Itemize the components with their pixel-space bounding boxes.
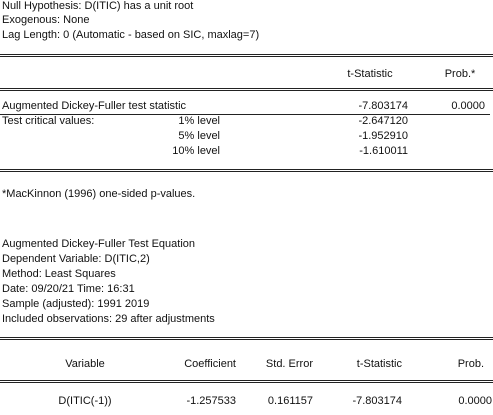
table-top-rule [0,54,493,55]
footnote: *MacKinnon (1996) one-sided p-values. [2,188,196,200]
critical-value-5: -1.952910 [358,130,408,142]
header-rule [0,88,493,89]
coef-header-rule-2 [0,382,493,383]
header-prob: Prob.* [444,68,476,80]
coef-row-variable: D(ITIC(-1)) [58,395,112,407]
header-t-statistic: t-Statistic [347,68,393,80]
null-hypothesis: Null Hypothesis: D(ITIC) has a unit root [2,0,194,12]
observations: Included observations: 29 after adjustments [2,313,215,325]
lag-length: Lag Length: 0 (Automatic - based on SIC, maxlag=7) [2,29,260,41]
header-rule-2 [0,90,493,91]
coef-header-prob: Prob. [457,358,484,370]
table-bottom-rule-2 [0,171,493,172]
critical-level-1: 1% level [178,115,220,127]
coef-header-t-statistic: t-Statistic [356,358,402,370]
critical-value-1: -2.647120 [358,115,408,127]
adf-prob: 0.0000 [451,100,485,112]
coef-top-rule-2 [0,339,493,340]
coef-row-std-error: 0.161157 [267,395,313,407]
coef-header-coefficient: Coefficient [184,358,236,370]
critical-level-5: 5% level [178,130,220,142]
coef-row-prob: 0.0000 [458,395,492,407]
dependent-variable: Dependent Variable: D(ITIC,2) [2,253,150,265]
coef-row-t-statistic: -7.803174 [352,395,402,407]
critical-value-10: -1.610011 [359,145,408,157]
coef-header-rule [0,380,493,381]
coef-top-rule [0,337,493,338]
table-bottom-rule [0,169,493,170]
adf-label: Augmented Dickey-Fuller test statistic [2,100,187,112]
adf-t-stat: -7.803174 [358,100,408,112]
coef-header-std-error: Std. Error [265,358,313,370]
date-time: Date: 09/20/21 Time: 16:31 [2,283,135,295]
critical-level-10: 10% level [172,145,220,157]
coef-row-coefficient: -1.257533 [186,395,236,407]
table-top-rule-2 [0,56,493,57]
sample: Sample (adjusted): 1991 2019 [2,298,150,310]
exogenous: Exogenous: None [2,14,90,26]
critical-label: Test critical values: [2,115,95,127]
equation-title: Augmented Dickey-Fuller Test Equation [2,238,196,250]
coef-header-variable: Variable [65,358,105,370]
method: Method: Least Squares [2,268,116,280]
